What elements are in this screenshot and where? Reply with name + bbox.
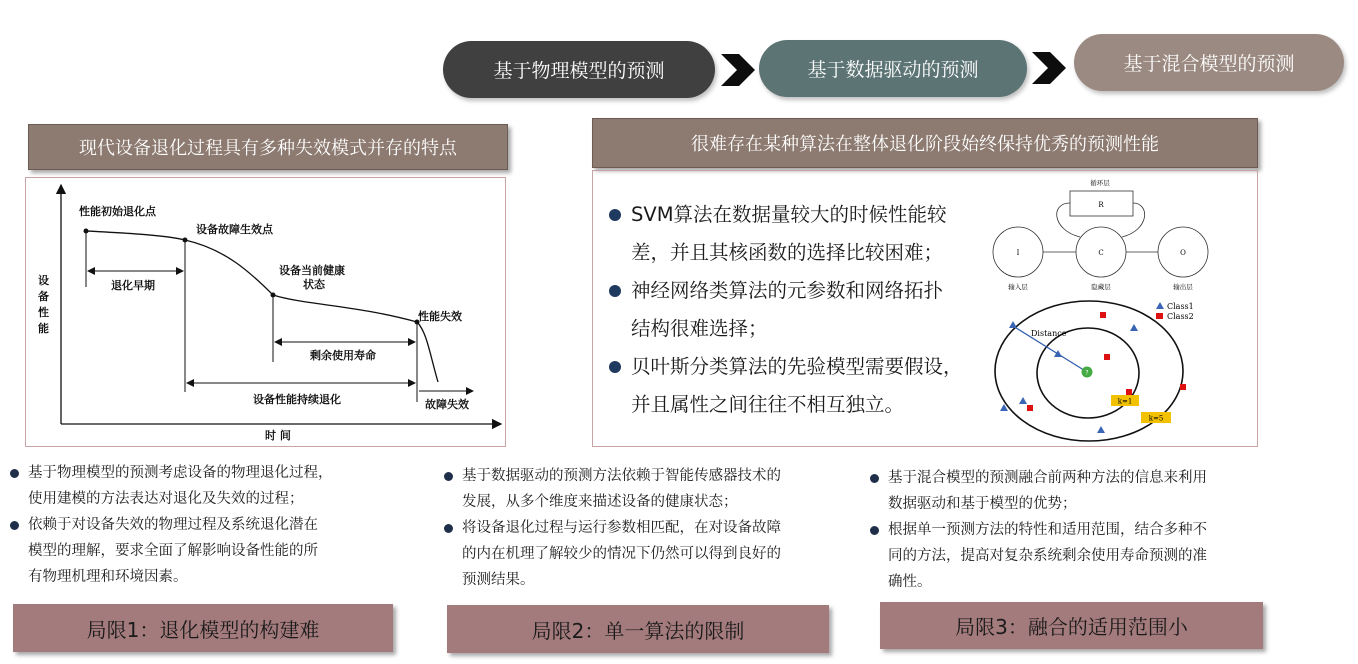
list-item: 神经网络类算法的元参数和网络拓扑 结构很难选择； xyxy=(607,272,977,348)
list-item: 基于混合模型的预测融合前两种方法的信息来利用 数据驱动和基于模型的优势； xyxy=(868,465,1280,517)
k1-label: k=1 xyxy=(1117,397,1133,406)
span-early-degradation: 退化早期 xyxy=(111,279,155,292)
y-label-char: 设 xyxy=(38,274,49,287)
limitation-2-text: 局限2：单一算法的限制 xyxy=(531,618,745,643)
list-item: 基于物理模型的预测考虑设备的物理退化过程， 使用建模的方法表达对退化及失效的过程； xyxy=(8,460,408,512)
y-label-char: 备 xyxy=(38,290,49,303)
rnn-diagram xyxy=(990,175,1214,295)
legend xyxy=(1156,302,1194,321)
hidden-layer-label: 隐藏层 xyxy=(1091,283,1111,291)
x-axis-label: 时 间 xyxy=(265,429,291,442)
algorithm-box xyxy=(592,170,1258,447)
list-item: 将设备退化过程与运行参数相匹配，在对设备故障 的内在机理了解较少的情况下仍然可以得到良好的 预测结果。 xyxy=(442,515,852,593)
span-failure: 故障失效 xyxy=(425,398,469,411)
right-banner xyxy=(592,118,1258,168)
span-continuous-degradation: 设备性能持续退化 xyxy=(253,393,341,406)
stage-label: 基于混合模型的预测 xyxy=(1123,53,1295,75)
node-i-label: I xyxy=(1016,249,1020,257)
list-item: SVM算法在数据量较大的时候性能较 差，并且其核函数的选择比较困难； xyxy=(607,196,977,272)
label-failure-onset: 设备故障生效点 xyxy=(196,223,273,236)
node-o-label: O xyxy=(1180,249,1186,257)
label-initial-degradation: 性能初始退化点 xyxy=(79,205,156,218)
col1-bullet-list xyxy=(8,460,408,590)
legend-class1: Class1 xyxy=(1167,302,1194,311)
degradation-curve xyxy=(86,231,438,382)
algorithm-bullet-list xyxy=(607,196,977,424)
limitation-1-text: 局限1：退化模型的构建难 xyxy=(86,617,320,642)
k5-label: k=5 xyxy=(1148,414,1164,423)
label-current-health: 设备当前健康 xyxy=(279,264,345,277)
y-label-char: 能 xyxy=(38,322,49,335)
list-item: 贝叶斯分类算法的先验模型需要假设， 并且属性之间往往不相互独立。 xyxy=(607,348,977,424)
stage-physical-model xyxy=(443,41,715,98)
y-label-char: 性 xyxy=(38,306,49,319)
stage-label: 基于数据驱动的预测 xyxy=(807,59,979,81)
knn-diagram xyxy=(991,295,1231,443)
limitation-3 xyxy=(880,602,1263,649)
stage-data-driven xyxy=(759,40,1027,97)
loop-layer-label: 循环层 xyxy=(1090,179,1110,187)
left-banner xyxy=(28,124,508,170)
list-item: 依赖于对设备失效的物理过程及系统退化潜在 模型的理解，要求全面了解影响设备性能的所 有物理机理和环境因素。 xyxy=(8,512,408,590)
y-axis-label xyxy=(38,273,49,335)
node-c-label: C xyxy=(1098,249,1104,257)
span-rul: 剩余使用寿命 xyxy=(310,349,376,362)
limitation-1 xyxy=(13,604,393,652)
class1-points xyxy=(1000,321,1138,433)
legend-class2: Class2 xyxy=(1167,312,1194,321)
list-item: 根据单一预测方法的特性和适用范围，结合多种不 同的方法，提高对复杂系统剩余使用寿命预测的准 确性。 xyxy=(868,517,1280,595)
stage-hybrid-model xyxy=(1074,34,1344,91)
node-r-label: R xyxy=(1098,201,1104,209)
list-item: 基于数据驱动的预测方法依赖于智能传感器技术的 发展，从多个维度来描述设备的健康状态； xyxy=(442,463,852,515)
label-current-health-2: 状态 xyxy=(303,278,325,291)
query-label: ? xyxy=(1085,369,1089,377)
limitation-2 xyxy=(447,605,829,653)
distance-label: Distance xyxy=(1031,329,1067,338)
stage-label: 基于物理模型的预测 xyxy=(493,60,665,82)
label-performance-failure: 性能失效 xyxy=(418,310,462,323)
degradation-chart-frame xyxy=(25,177,506,447)
chevron-right-icon xyxy=(1030,50,1068,86)
left-banner-text: 现代设备退化过程具有多种失效模式并存的特点 xyxy=(79,138,457,159)
input-layer-label: 输入层 xyxy=(1008,283,1028,291)
chevron-right-icon xyxy=(719,52,757,88)
right-banner-text: 很难存在某种算法在整体退化阶段始终保持优秀的预测性能 xyxy=(691,134,1159,155)
col3-bullet-list xyxy=(868,465,1280,595)
limitation-3-text: 局限3：融合的适用范围小 xyxy=(955,615,1188,639)
output-layer-label: 输出层 xyxy=(1173,283,1193,291)
degradation-chart xyxy=(25,177,506,447)
col2-bullet-list xyxy=(442,463,852,593)
